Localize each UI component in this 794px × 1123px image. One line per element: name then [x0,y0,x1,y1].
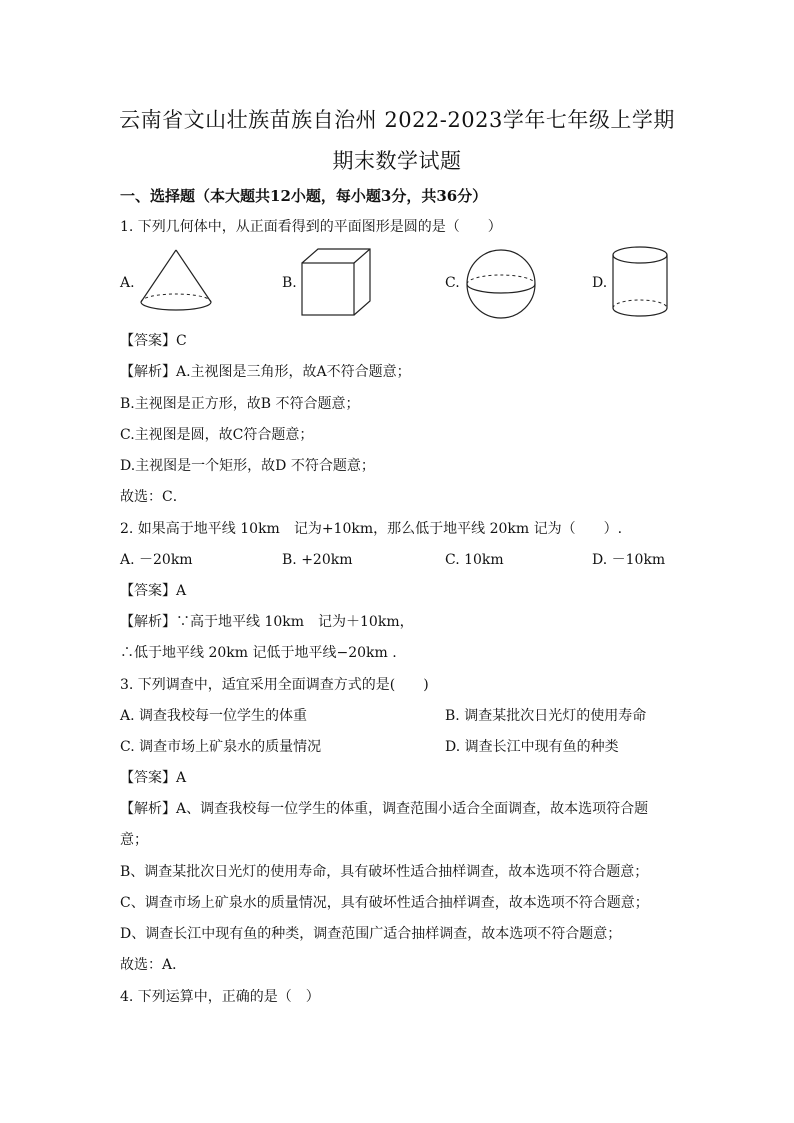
q2-option-d: D. －10km [592,552,666,568]
q3-analysis-line: B、调查某批次日光灯的使用寿命，具有破坏性适合抽样调查，故本选项不符合题意； [120,864,649,880]
q2-analysis-line: ∴低于地平线 20km 记低于地平线−20km . [120,645,397,661]
sphere-icon [464,247,538,321]
q2-analysis-line: 【解析】∵高于地平线 10km 记为＋10km， [120,614,414,630]
q1-option-b-label: B. [282,275,297,291]
q1-analysis-line: 故选：C． [120,489,187,505]
cylinder-icon [610,245,670,321]
title-line-1: 云南省文山壮族苗族自治州 2022-2023学年七年级上学期 [119,108,675,132]
q3-analysis-line: 【解析】A、调查我校每一位学生的体重，调查范围小适合全面调查，故本选项符合题 [120,801,649,817]
q1-option-c-label: C. [445,275,460,291]
q2-option-a: A. －20km [120,552,193,568]
q1-option-d-label: D. [592,275,608,291]
q2-option-c: C. 10km [445,552,504,568]
q1-answer: 【答案】C [120,333,187,349]
question-2-stem: 2. 如果高于地平线 10km 记为+10km，那么低于地平线 20km 记为（ ）. [120,521,623,537]
cone-icon [138,247,214,317]
title-line-2: 期末数学试题 [332,149,462,173]
q2-answer: 【答案】A [120,583,187,599]
cube-icon [300,247,372,319]
q1-analysis-line: C.主视图是圆，故C符合题意； [120,427,314,443]
q2-option-b: B. +20km [282,552,353,568]
question-1-stem: 1. 下列几何体中，从正面看得到的平面图形是圆的是（ ） [120,219,502,235]
q1-analysis-line: B.主视图是正方形，故B 不符合题意； [120,396,360,412]
q3-option-a: A. 调查我校每一位学生的体重 [120,708,308,724]
question-3-stem: 3. 下列调查中，适宜采用全面调查方式的是( ) [120,677,429,693]
q1-analysis-line: 【解析】A.主视图是三角形，故A不符合题意； [120,364,411,380]
q1-option-a-label: A. [120,275,135,291]
section-heading: 一、选择题（本大题共12小题，每小题3分，共36分） [120,187,488,205]
q1-analysis-line: D.主视图是一个矩形，故D 不符合题意； [120,458,375,474]
q3-answer: 【答案】A [120,770,187,786]
question-4-stem: 4. 下列运算中，正确的是（ ） [120,989,320,1005]
q3-analysis-line: 故选：A． [120,957,187,973]
q3-analysis-line: 意； [120,832,148,848]
q3-option-d: D. 调查长江中现有鱼的种类 [445,739,619,755]
q3-option-b: B. 调查某批次日光灯的使用寿命 [445,708,647,724]
q3-analysis-line: C、调查市场上矿泉水的质量情况，具有破坏性适合抽样调查，故本选项不符合题意； [120,895,649,911]
q3-option-c: C. 调查市场上矿泉水的质量情况 [120,739,322,755]
q3-analysis-line: D、调查长江中现有鱼的种类，调查范围广适合抽样调查，故本选项不符合题意； [120,926,622,942]
